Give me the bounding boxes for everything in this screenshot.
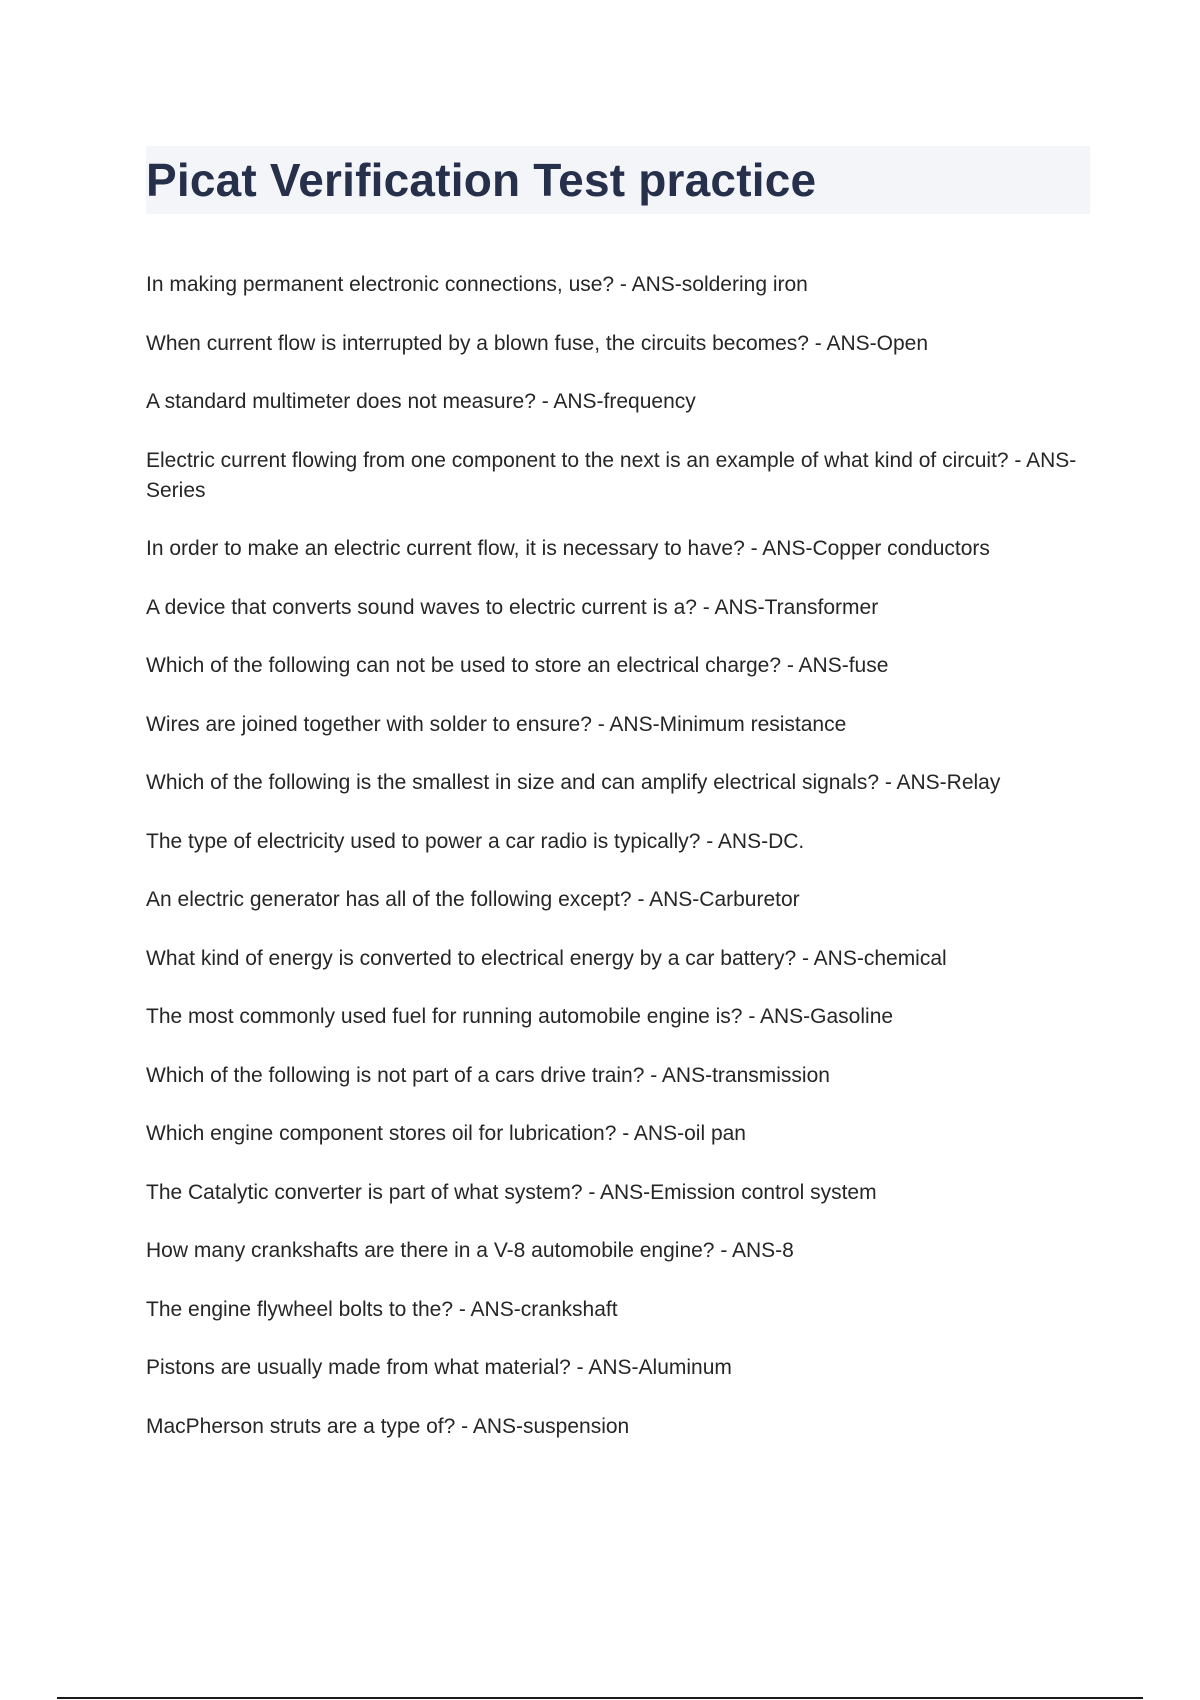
qa-item: When current flow is interrupted by a blown fuse, the circuits becomes? - ANS-Open: [146, 331, 929, 355]
qa-item: In making permanent electronic connections, use? - ANS-soldering iron: [146, 273, 808, 296]
qa-item: How many crankshafts are there in a V-8 automobile engine? - ANS-8: [146, 1239, 794, 1262]
qa-item: Which engine component stores oil for lubrication? - ANS-oil pan: [146, 1122, 746, 1145]
qa-item: Which of the following is not part of a cars drive train? - ANS-transmission: [146, 1063, 830, 1087]
qa-item: The type of electricity used to power a car radio is typically? - ANS-DC.: [146, 829, 805, 853]
qa-item: The engine flywheel bolts to the? - ANS-crankshaft: [146, 1297, 618, 1321]
qa-item: Electric current flowing from one component to the next is an example of what kind of circuit? - ANS-Series: [146, 448, 1077, 502]
qa-item: The most commonly used fuel for running automobile engine is? - ANS-Gasoline: [146, 1005, 894, 1028]
qa-item: What kind of energy is converted to electrical energy by a car battery? - ANS-chemical: [146, 946, 947, 970]
page-title: Picat Verification Test practice: [146, 154, 817, 206]
qa-item: An electric generator has all of the following except? - ANS-Carburetor: [146, 888, 800, 911]
qa-item: Which of the following is the smallest in size and can amplify electrical signals? - ANS-Relay: [146, 771, 1001, 794]
qa-item: MacPherson struts are a type of? - ANS-suspension: [146, 1414, 630, 1438]
qa-list: [146, 270, 1086, 1470]
qa-item: In order to make an electric current flow, it is necessary to have? - ANS-Copper conductors: [146, 537, 990, 560]
qa-item: Which of the following can not be used to store an electrical charge? - ANS-fuse: [146, 654, 889, 677]
qa-item: A standard multimeter does not measure? - ANS-frequency: [146, 390, 696, 413]
qa-item: Pistons are usually made from what material? - ANS-Aluminum: [146, 1356, 732, 1379]
qa-item: A device that converts sound waves to electric current is a? - ANS-Transformer: [146, 595, 879, 619]
qa-item: Wires are joined together with solder to ensure? - ANS-Minimum resistance: [146, 712, 847, 736]
footer-divider: [57, 1697, 1143, 1699]
qa-item: The Catalytic converter is part of what system? - ANS-Emission control system: [146, 1180, 877, 1204]
title-banner: [146, 146, 1090, 214]
